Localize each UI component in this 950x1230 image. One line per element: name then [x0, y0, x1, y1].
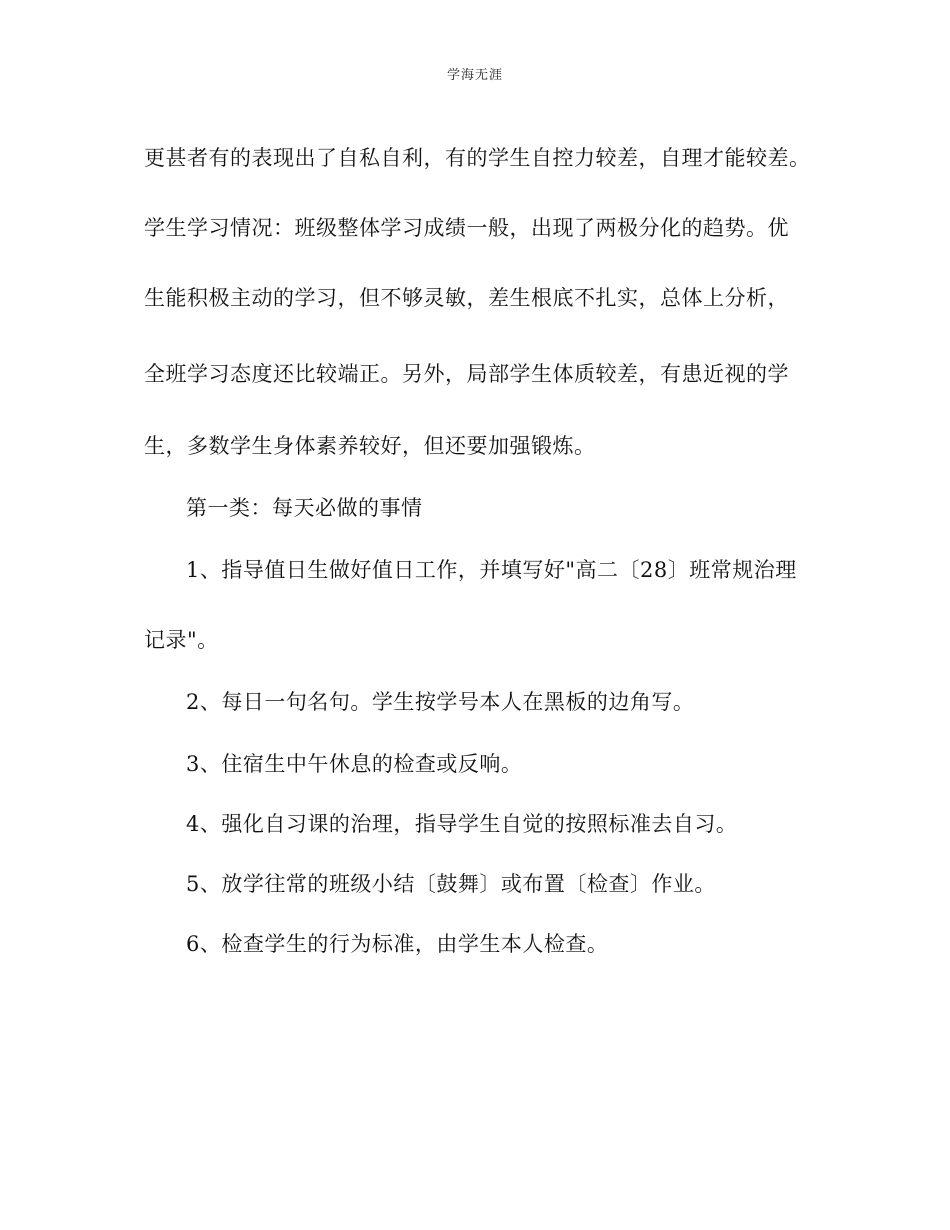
list-item-5: 5、放学往常的班级小结〔鼓舞〕或布置〔检查〕作业。 — [186, 872, 716, 896]
page-header: 学海无涯 — [446, 68, 503, 83]
list-item-4: 4、强化自习课的治理，指导学生自觉的按照标准去自习。 — [186, 812, 738, 836]
list-item-1-continued: 记录"。 — [144, 628, 219, 652]
body-line-2: 学生学习情况：班级整体学习成绩一般，出现了两极分化的趋势。优 — [144, 216, 789, 240]
list-item-6: 6、检查学生的行为标准，由学生本人检查。 — [186, 932, 609, 956]
body-line-3: 生能积极主动的学习，但不够灵敏，差生根底不扎实，总体上分析， — [144, 286, 789, 310]
section-heading: 第一类：每天必做的事情 — [186, 496, 423, 520]
list-item-1: 1、指导值日生做好值日工作，并填写好"高二〔28〕班常规治理 — [186, 558, 797, 582]
body-line-5: 生，多数学生身体素养较好，但还要加强锻炼。 — [144, 434, 596, 458]
list-item-2: 2、每日一句名句。学生按学号本人在黑板的边角写。 — [186, 690, 695, 714]
body-line-4: 全班学习态度还比较端正。另外，局部学生体质较差，有患近视的学 — [144, 362, 789, 386]
body-line-1: 更甚者有的表现出了自私自利，有的学生自控力较差，自理才能较差。 — [144, 146, 811, 170]
list-item-3: 3、住宿生中午休息的检查或反响。 — [186, 752, 523, 776]
